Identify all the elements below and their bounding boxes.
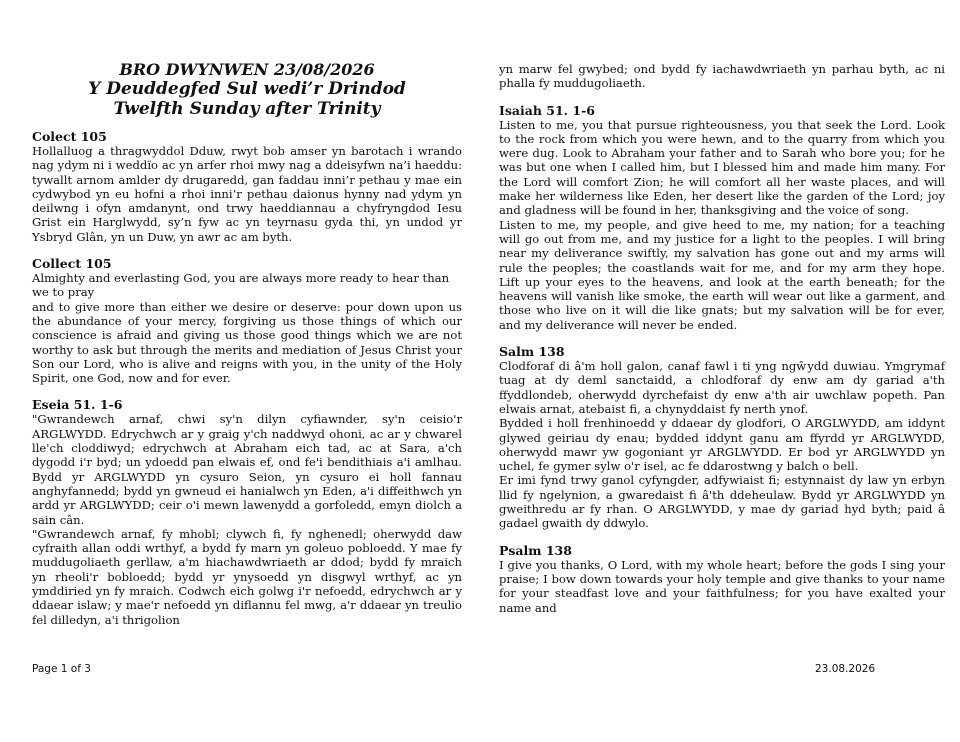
section-body (32, 412, 462, 626)
paragraph: Clodforaf di â'm holl galon, canaf fawl i ti yng ngŵydd duwiau. Ymgrymaf tuag at dy deml sanctaidd, a chlodforaf dy enw am dy gariad a'th ffyddlondeb, oherwydd dyrchefaist dy enw a'th air uwchlaw popeth. Pan elwais arnat, atebaist fi, a chynyddaist fy nerth ynof. (499, 359, 945, 416)
service-title: BRO DWYNWEN 23/08/2026 (119, 60, 375, 79)
paragraph: Er imi fynd trwy ganol cyfyngder, adfywiaist fi; estynnaist dy law yn erbyn llid fy ngelynion, a gwaredaist fi â'th ddeheulaw. Bydd yr ARGLWYDD yn gweithredu ar fy rhan. O ARGLWYDD, y mae dy gariad hyd byth; paid â gadael gwaith dy ddwylo. (499, 473, 945, 531)
section-heading: Isaiah 51. 1-6 (499, 102, 595, 118)
paragraph: "Gwrandewch arnaf, chwi sy'n dilyn cyfiawnder, sy'n ceisio'r ARGLWYDD. Edrychwch ar y graig y'ch naddwyd ohoni, ac ar y chwarel lle'ch cloddiwyd; edrychwch at Abraham eich tad, ac at Sara, a'ch dygodd i'r byd; un ydoedd pan elwais ef, ond fe'i bendithiais a'i amlhau. Bydd yr ARGLWYDD yn cysuro Seion, yn cysuro ei holl fannau anghyfannedd; bydd yn gwneud ei hanialwch yn Eden, a'i diffeithwch yn ardd yr ARGLWYDD; ceir o'i mewn lawenydd a gorfoledd, emyn diolch a sain cân. (32, 412, 462, 527)
footer-date: 23.08.2026 (815, 663, 876, 675)
right-column (499, 62, 945, 627)
continued-text: yn marw fel gwybed; ond bydd fy iachawdwriaeth yn parhau byth, ac ni phalla fy muddugoliaeth. (499, 62, 945, 91)
section-body (32, 144, 462, 244)
section-isaiah-welsh (32, 397, 462, 626)
left-column (32, 60, 462, 639)
section-collect-english (32, 256, 462, 385)
section-psalm-welsh (499, 344, 945, 531)
sunday-title-welsh: Y Deuddegfed Sul wedi’r Drindod (88, 79, 406, 99)
section-heading: Colect 105 (32, 129, 107, 144)
section-body (499, 359, 945, 531)
title-block (32, 60, 462, 119)
sunday-title-english: Twelfth Sunday after Trinity (113, 99, 381, 119)
paragraph: Listen to me, my people, and give heed to me, my nation; for a teaching will go out from me, and my justice for a light to the peoples. I will bring near my deliverance swiftly, my salvation has gone out and my arms will rule the peoples; the coastlands wait for me, and for my arm they hope. Lift up your eyes to the heavens, and look at the earth beneath; for the heavens will vanish like smoke, the earth will wear out like a garment, and those who live on it will die like gnats; but my salvation will be for ever, and my deliverance will never be ended. (499, 217, 945, 332)
paragraph: I give you thanks, O Lord, with my whole heart; before the gods I sing your praise; I bow down towards your holy temple and give thanks to your name for your steadfast love and your faithfulness; for you have exalted your name and (499, 557, 945, 615)
paragraph: Bydded i holl frenhinoedd y ddaear dy glodfori, O ARGLWYDD, am iddynt glywed geiriau dy enau; bydded iddynt ganu am ffyrdd yr ARGLWYDD, oherwydd mawr yw gogoniant yr ARGLWYDD. Er bod yr ARGLWYDD yn uchel, fe gymer sylw o'r isel, ac fe ddarostwng y balch o bell. (499, 416, 945, 474)
section-heading: Eseia 51. 1-6 (32, 397, 123, 413)
paragraph: Hollalluog a thragwyddol Dduw, rwyt bob amser yn barotach i wrando nag ydym ni i weddïo ac yn arfer rhoi mwy nag a ddeisyfwn na’i haeddu: tywallt arnom amlder dy drugaredd, gan faddau inni’r pethau y mae ein cydwybod yn eu hofni a rhoi inni’r pethau daionus hynny nad ydym yn deilwng i ofyn amdanynt, ond trwy haeddiannau a chyfryngdod Iesu Grist ein Harglwydd, sy’n fyw ac yn teyrnasu gyda thi, yn undod yr Ysbryd Glân, yn un Duw, yn awr ac am byth. (32, 144, 462, 244)
page-number: Page 1 of 3 (32, 663, 91, 675)
section-heading: Collect 105 (32, 256, 112, 272)
section-heading: Psalm 138 (499, 542, 572, 558)
section-psalm-english (499, 543, 945, 615)
section-heading: Salm 138 (499, 344, 565, 360)
paragraph: Almighty and everlasting God, you are always more ready to hear than we to pray (32, 271, 450, 300)
paragraph: and to give more than either we desire or deserve: pour down upon us the abundance of your mercy, forgiving us those things of which our conscience is afraid and giving us those good things which we are not worthy to ask but through the merits and mediation of Jesus Christ your Son our Lord, who is alive and reigns with you, in the unity of the Holy Spirit, one God, now and for ever. (32, 299, 462, 386)
section-body (499, 118, 945, 332)
section-isaiah-english (499, 103, 945, 332)
paragraph: "Gwrandewch arnaf, fy mhobl; clywch fi, fy nghenedl; oherwydd daw cyfraith allan oddi wrthyf, a bydd fy marn yn goleuo pobloedd. Y mae fy muddugoliaeth gerllaw, a'm hiachawdwriaeth ar ddod; bydd fy mraich yn rheoli'r bobloedd; bydd yr ynysoedd yn disgwyl wrthyf, ac yn ymddiried yn fy mraich. Codwch eich golwg i'r nefoedd, edrychwch ar y ddaear islaw; y mae'r nefoedd yn diflannu fel mwg, a'r ddaear yn treulio fel dilledyn, a'i thrigolion (32, 526, 462, 627)
paragraph: Listen to me, you that pursue righteousness, you that seek the Lord. Look to the rock from which you were hewn, and to the quarry from which you were dug. Look to Abraham your father and to Sarah who bore you; for he was but one when I called him, but I blessed him and made him many. For the Lord will comfort Zion; he will comfort all her waste places, and will make her wilderness like Eden, her desert like the garden of the Lord; joy and gladness will be found in her, thanksgiving and the voice of song. (499, 117, 945, 218)
section-body (32, 271, 462, 385)
section-body (499, 558, 945, 615)
section-collect-welsh (32, 129, 462, 244)
